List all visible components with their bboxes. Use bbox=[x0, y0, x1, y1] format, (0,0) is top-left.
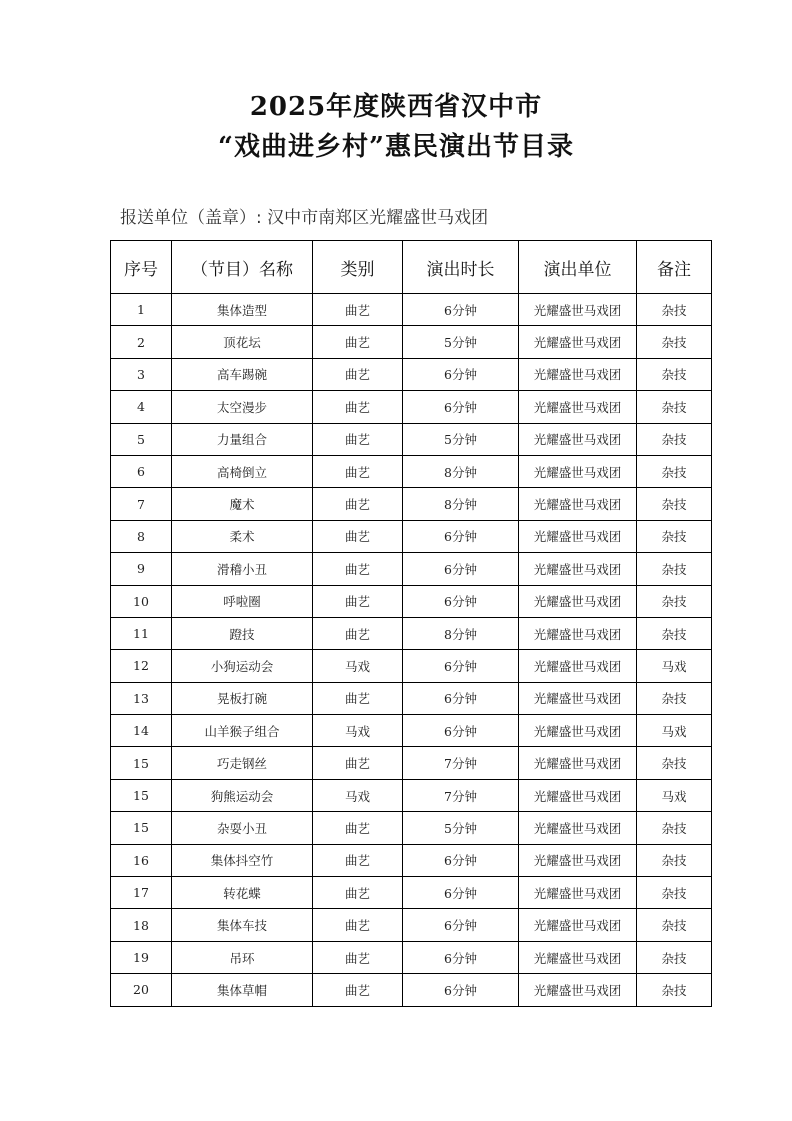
program-name: 太空漫步 bbox=[172, 391, 313, 423]
remarks: 杂技 bbox=[637, 294, 712, 326]
table-row bbox=[111, 779, 712, 811]
performer: 光耀盛世马戏团 bbox=[519, 877, 637, 909]
performer: 光耀盛世马戏团 bbox=[519, 617, 637, 649]
remarks: 杂技 bbox=[637, 617, 712, 649]
row-index: 12 bbox=[111, 650, 172, 682]
category: 曲艺 bbox=[313, 682, 403, 714]
table-row bbox=[111, 488, 712, 520]
remarks: 马戏 bbox=[637, 650, 712, 682]
table-row bbox=[111, 650, 712, 682]
program-name: 滑稽小丑 bbox=[172, 553, 313, 585]
performer: 光耀盛世马戏团 bbox=[519, 326, 637, 358]
program-name: 杂耍小丑 bbox=[172, 812, 313, 844]
program-name: 狗熊运动会 bbox=[172, 779, 313, 811]
remarks: 杂技 bbox=[637, 488, 712, 520]
program-name: 高椅倒立 bbox=[172, 455, 313, 487]
remarks: 马戏 bbox=[637, 779, 712, 811]
category: 曲艺 bbox=[313, 909, 403, 941]
duration: 7分钟 bbox=[403, 779, 519, 811]
table-row bbox=[111, 682, 712, 714]
document-title-line-2: “戏曲进乡村”惠民演出节目录 bbox=[218, 132, 574, 162]
performer: 光耀盛世马戏团 bbox=[519, 682, 637, 714]
performer: 光耀盛世马戏团 bbox=[519, 585, 637, 617]
row-index: 2 bbox=[111, 326, 172, 358]
performer: 光耀盛世马戏团 bbox=[519, 358, 637, 390]
header-row bbox=[111, 241, 712, 294]
category: 曲艺 bbox=[313, 974, 403, 1006]
performer: 光耀盛世马戏团 bbox=[519, 423, 637, 455]
program-table-header bbox=[111, 241, 712, 294]
category: 曲艺 bbox=[313, 617, 403, 649]
performer: 光耀盛世马戏团 bbox=[519, 553, 637, 585]
program-table-body bbox=[111, 294, 712, 1007]
row-index: 18 bbox=[111, 909, 172, 941]
program-name: 高车踢碗 bbox=[172, 358, 313, 390]
table-row bbox=[111, 423, 712, 455]
remarks: 杂技 bbox=[637, 909, 712, 941]
program-name: 柔术 bbox=[172, 520, 313, 552]
table-row bbox=[111, 455, 712, 487]
duration: 6分钟 bbox=[403, 553, 519, 585]
program-name: 力量组合 bbox=[172, 423, 313, 455]
program-name: 晃板打碗 bbox=[172, 682, 313, 714]
duration: 6分钟 bbox=[403, 909, 519, 941]
duration: 6分钟 bbox=[403, 877, 519, 909]
row-index: 19 bbox=[111, 941, 172, 973]
performer: 光耀盛世马戏团 bbox=[519, 909, 637, 941]
performer: 光耀盛世马戏团 bbox=[519, 779, 637, 811]
row-index: 7 bbox=[111, 488, 172, 520]
row-index: 17 bbox=[111, 877, 172, 909]
remarks: 杂技 bbox=[637, 844, 712, 876]
category: 曲艺 bbox=[313, 455, 403, 487]
header-index: 序号 bbox=[111, 241, 172, 294]
table-row bbox=[111, 617, 712, 649]
performer: 光耀盛世马戏团 bbox=[519, 488, 637, 520]
row-index: 3 bbox=[111, 358, 172, 390]
table-row bbox=[111, 844, 712, 876]
table-row bbox=[111, 715, 712, 747]
program-name: 小狗运动会 bbox=[172, 650, 313, 682]
table-row bbox=[111, 326, 712, 358]
row-index: 13 bbox=[111, 682, 172, 714]
remarks: 杂技 bbox=[637, 326, 712, 358]
category: 马戏 bbox=[313, 715, 403, 747]
remarks: 杂技 bbox=[637, 974, 712, 1006]
row-index: 15 bbox=[111, 779, 172, 811]
remarks: 杂技 bbox=[637, 585, 712, 617]
remarks: 杂技 bbox=[637, 553, 712, 585]
table-row bbox=[111, 909, 712, 941]
category: 曲艺 bbox=[313, 423, 403, 455]
duration: 6分钟 bbox=[403, 650, 519, 682]
category: 曲艺 bbox=[313, 877, 403, 909]
table-row bbox=[111, 553, 712, 585]
duration: 6分钟 bbox=[403, 974, 519, 1006]
remarks: 杂技 bbox=[637, 520, 712, 552]
remarks: 杂技 bbox=[637, 941, 712, 973]
category: 曲艺 bbox=[313, 488, 403, 520]
category: 曲艺 bbox=[313, 326, 403, 358]
duration: 5分钟 bbox=[403, 812, 519, 844]
performer: 光耀盛世马戏团 bbox=[519, 715, 637, 747]
program-name: 蹬技 bbox=[172, 617, 313, 649]
program-name: 呼啦圈 bbox=[172, 585, 313, 617]
category: 曲艺 bbox=[313, 553, 403, 585]
remarks: 杂技 bbox=[637, 812, 712, 844]
duration: 5分钟 bbox=[403, 326, 519, 358]
program-name: 集体造型 bbox=[172, 294, 313, 326]
program-name: 巧走钢丝 bbox=[172, 747, 313, 779]
remarks: 杂技 bbox=[637, 877, 712, 909]
table-row bbox=[111, 358, 712, 390]
category: 曲艺 bbox=[313, 747, 403, 779]
category: 曲艺 bbox=[313, 812, 403, 844]
table-row bbox=[111, 747, 712, 779]
program-table bbox=[110, 240, 712, 1007]
program-name: 魔术 bbox=[172, 488, 313, 520]
category: 曲艺 bbox=[313, 585, 403, 617]
table-row bbox=[111, 391, 712, 423]
duration: 6分钟 bbox=[403, 715, 519, 747]
header-performer: 演出单位 bbox=[519, 241, 637, 294]
category: 马戏 bbox=[313, 779, 403, 811]
remarks: 杂技 bbox=[637, 682, 712, 714]
row-index: 15 bbox=[111, 812, 172, 844]
program-name: 转花蝶 bbox=[172, 877, 313, 909]
performer: 光耀盛世马戏团 bbox=[519, 812, 637, 844]
performer: 光耀盛世马戏团 bbox=[519, 747, 637, 779]
reporting-unit: 报送单位（盖章）: 汉中市南郑区光耀盛世马戏团 bbox=[120, 208, 489, 228]
remarks: 杂技 bbox=[637, 747, 712, 779]
table-row bbox=[111, 974, 712, 1006]
program-name: 集体车技 bbox=[172, 909, 313, 941]
row-index: 1 bbox=[111, 294, 172, 326]
program-name: 山羊猴子组合 bbox=[172, 715, 313, 747]
row-index: 5 bbox=[111, 423, 172, 455]
document-title-line-1: 2025年度陕西省汉中市 bbox=[249, 92, 543, 122]
remarks: 马戏 bbox=[637, 715, 712, 747]
row-index: 11 bbox=[111, 617, 172, 649]
row-index: 6 bbox=[111, 455, 172, 487]
row-index: 8 bbox=[111, 520, 172, 552]
performer: 光耀盛世马戏团 bbox=[519, 391, 637, 423]
performer: 光耀盛世马戏团 bbox=[519, 520, 637, 552]
header-duration: 演出时长 bbox=[403, 241, 519, 294]
table-row bbox=[111, 877, 712, 909]
remarks: 杂技 bbox=[637, 391, 712, 423]
category: 曲艺 bbox=[313, 520, 403, 552]
duration: 6分钟 bbox=[403, 358, 519, 390]
duration: 6分钟 bbox=[403, 844, 519, 876]
duration: 7分钟 bbox=[403, 747, 519, 779]
row-index: 20 bbox=[111, 974, 172, 1006]
table-row bbox=[111, 520, 712, 552]
table-row bbox=[111, 585, 712, 617]
duration: 6分钟 bbox=[403, 294, 519, 326]
performer: 光耀盛世马戏团 bbox=[519, 941, 637, 973]
category: 曲艺 bbox=[313, 391, 403, 423]
category: 曲艺 bbox=[313, 294, 403, 326]
duration: 6分钟 bbox=[403, 941, 519, 973]
table-row bbox=[111, 941, 712, 973]
performer: 光耀盛世马戏团 bbox=[519, 294, 637, 326]
performer: 光耀盛世马戏团 bbox=[519, 455, 637, 487]
header-category: 类别 bbox=[313, 241, 403, 294]
header-program-name: （节目）名称 bbox=[172, 241, 313, 294]
row-index: 4 bbox=[111, 391, 172, 423]
program-name: 顶花坛 bbox=[172, 326, 313, 358]
row-index: 9 bbox=[111, 553, 172, 585]
header-remarks: 备注 bbox=[637, 241, 712, 294]
table-row bbox=[111, 812, 712, 844]
duration: 6分钟 bbox=[403, 682, 519, 714]
performer: 光耀盛世马戏团 bbox=[519, 844, 637, 876]
remarks: 杂技 bbox=[637, 455, 712, 487]
program-name: 吊环 bbox=[172, 941, 313, 973]
category: 曲艺 bbox=[313, 844, 403, 876]
row-index: 15 bbox=[111, 747, 172, 779]
row-index: 16 bbox=[111, 844, 172, 876]
duration: 8分钟 bbox=[403, 488, 519, 520]
row-index: 10 bbox=[111, 585, 172, 617]
duration: 5分钟 bbox=[403, 423, 519, 455]
duration: 6分钟 bbox=[403, 585, 519, 617]
category: 曲艺 bbox=[313, 941, 403, 973]
program-name: 集体抖空竹 bbox=[172, 844, 313, 876]
program-name: 集体草帽 bbox=[172, 974, 313, 1006]
remarks: 杂技 bbox=[637, 358, 712, 390]
duration: 6分钟 bbox=[403, 391, 519, 423]
performer: 光耀盛世马戏团 bbox=[519, 650, 637, 682]
duration: 8分钟 bbox=[403, 455, 519, 487]
performer: 光耀盛世马戏团 bbox=[519, 974, 637, 1006]
table-row bbox=[111, 294, 712, 326]
category: 曲艺 bbox=[313, 358, 403, 390]
duration: 8分钟 bbox=[403, 617, 519, 649]
category: 马戏 bbox=[313, 650, 403, 682]
row-index: 14 bbox=[111, 715, 172, 747]
duration: 6分钟 bbox=[403, 520, 519, 552]
remarks: 杂技 bbox=[637, 423, 712, 455]
